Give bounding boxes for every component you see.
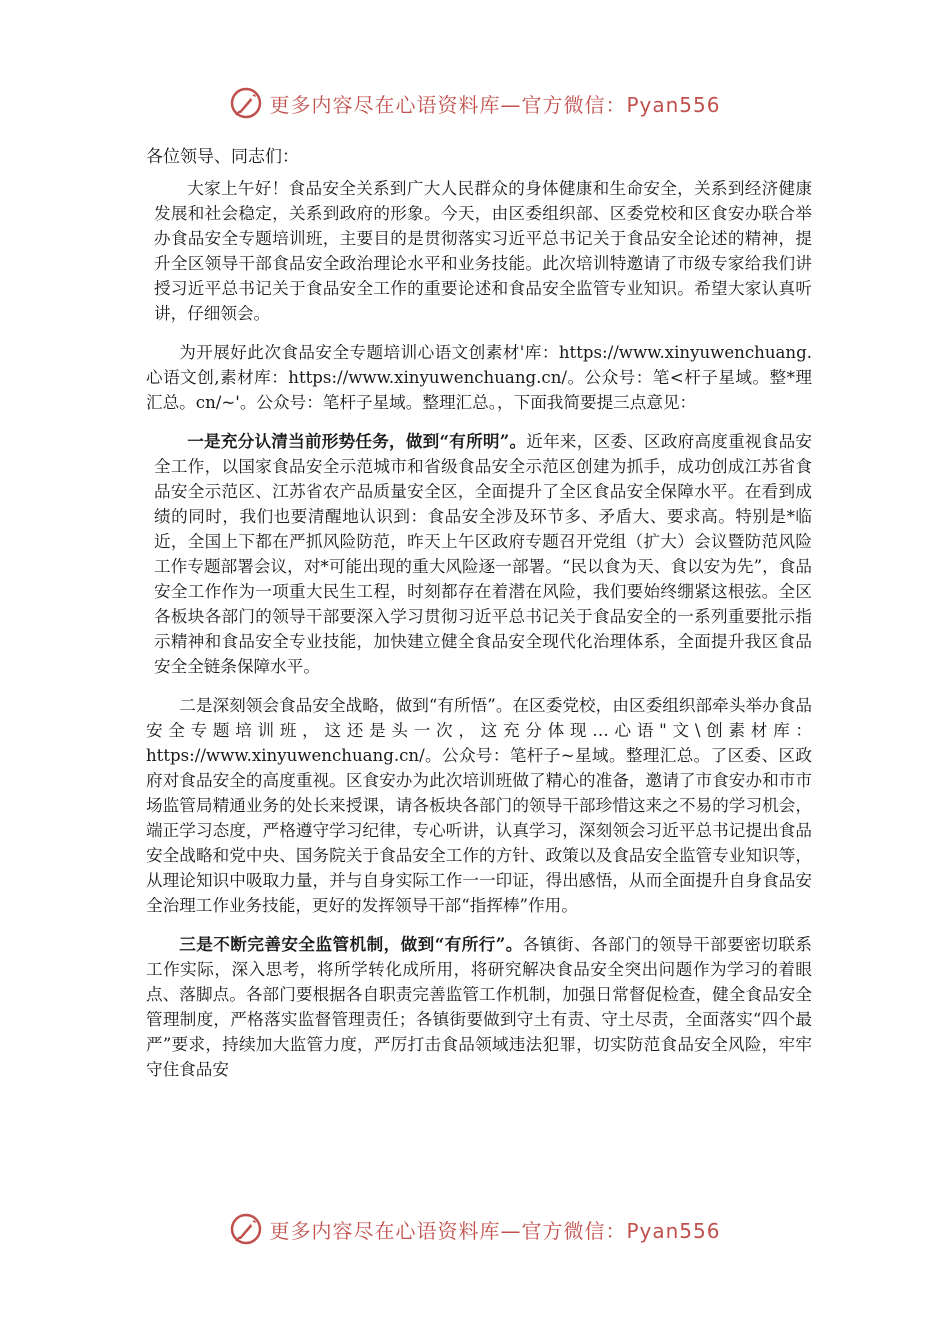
- quill-pen-logo-icon: [229, 1212, 263, 1246]
- paragraph-body: 二是深刻领会食品安全战略，做到“有所悟”。在区委党校，由区委组织部牵头举办食品安全专题培训班，这还是头一次，这充分体现…心语"文\创素材库：https://www.xinyuwenchuang.cn/。公众号：笔杆子~星域。整理汇总。了区委、区政府对食品安全的高度重视。区食安办为此次培训班做了精心的准备，邀请了市食安办和市市场监管局精通业务的处长来授课，请各板块各部门的领导干部珍惜这来之不易的学习机会，端正学习态度，严格遵守学习纪律，专心听讲，认真学习，深刻领会习近平总书记提出食品安全战略和党中央、国务院关于食品安全工作的方针、政策以及食品安全监管专业知识等，从理论知识中吸取力量，并与自身实际工作一一印证，得出感悟，从而全面提升自身食品安全治理工作业务技能，更好的发挥领导干部“指挥棒”作用。: [146, 696, 812, 915]
- paragraph-body: 各镇街、各部门的领导干部要密切联系工作实际，深入思考，将所学转化成所用，将研究解决食品安全突出问题作为学习的着眼点、落脚点。各部门要根据各自职责完善监管工作机制，加强日常督促检查，健全食品安全管理制度，严格落实监督管理责任；各镇街要做到守土有责、守土尽责，全面落实“四个最严”要求，持续加大监管力度，严厉打击食品领域违法犯罪，切实防范食品安全风险，牢牢守住食品安: [146, 935, 813, 1079]
- paragraph-lead: 一是充分认清当前形势任务，做到“有所明”。: [187, 431, 527, 451]
- paragraph-body: 大家上午好！食品安全关系到广大人民群众的身体健康和生命安全，关系到经济健康发展和社会稳定，关系到政府的形象。今天，由区委组织部、区委党校和区食安办联合举办食品安全专题培训班，主要目的是贯彻落实习近平总书记关于食品安全论述的精神，提升全区领导干部食品安全政治理论水平和业务技能。此次培训特邀请了市级专家给我们讲授习近平总书记关于食品安全工作的重要论述和食品安全监管专业知识。希望大家认真听讲，仔细领会。: [154, 179, 812, 323]
- paragraph-point-two: [146, 693, 812, 918]
- paragraph-transition: [146, 340, 812, 415]
- paragraph-point-one: [146, 429, 812, 679]
- banner-text: 更多内容尽在心语资料库—官方微信：Pyan556: [269, 92, 721, 117]
- paragraph-body: 近年来，区委、区政府高度重视食品安全工作，以国家食品安全示范城市和省级食品安全示范区创建为抓手，成功创成江苏省食品安全示范区、江苏省农产品质量安全区，全面提升了全区食品安全保障水平。在看到成绩的同时，我们也要清醒地认识到：食品安全涉及环节多、矛盾大、要求高。特别是*临近，全国上下都在严抓风险防范，昨天上午区政府专题召开党组（扩大）会议暨防范风险工作专题部署会议，对*可能出现的重大风险逐一部署。“民以食为天、食以安为先”，食品安全工作作为一项重大民生工程，时刻都存在着潜在风险，我们要始终绷紧这根弦。全区各板块各部门的领导干部要深入学习贯彻习近平总书记关于食品安全的一系列重要批示指示精神和食品安全专业技能，加快建立健全食品安全现代化治理体系，全面提升我区食品安全全链条保障水平。: [154, 432, 812, 676]
- paragraph-intro: [146, 176, 812, 326]
- document-body: [146, 144, 812, 1096]
- paragraph-lead: 三是不断完善安全监管机制，做到“有所行”。: [179, 934, 523, 954]
- paragraph-body: 为开展好此次食品安全专题培训心语文创素材'库：https://www.xinyuwenchuang.心语文创,素材库：https://www.xinyuwenchuang.cn/。公众号：笔<杆子星域。整*理汇总。cn/~'。公众号：笔杆子星域。整理汇总。，下面我简要提三点意见：: [146, 343, 812, 412]
- footer-banner: [0, 1209, 950, 1249]
- header-banner: [0, 83, 950, 123]
- quill-pen-logo-icon: [229, 86, 263, 120]
- paragraph-point-three: [146, 932, 812, 1082]
- greeting: 各位领导、同志们：: [146, 147, 299, 167]
- banner-text: 更多内容尽在心语资料库—官方微信：Pyan556: [269, 1218, 721, 1243]
